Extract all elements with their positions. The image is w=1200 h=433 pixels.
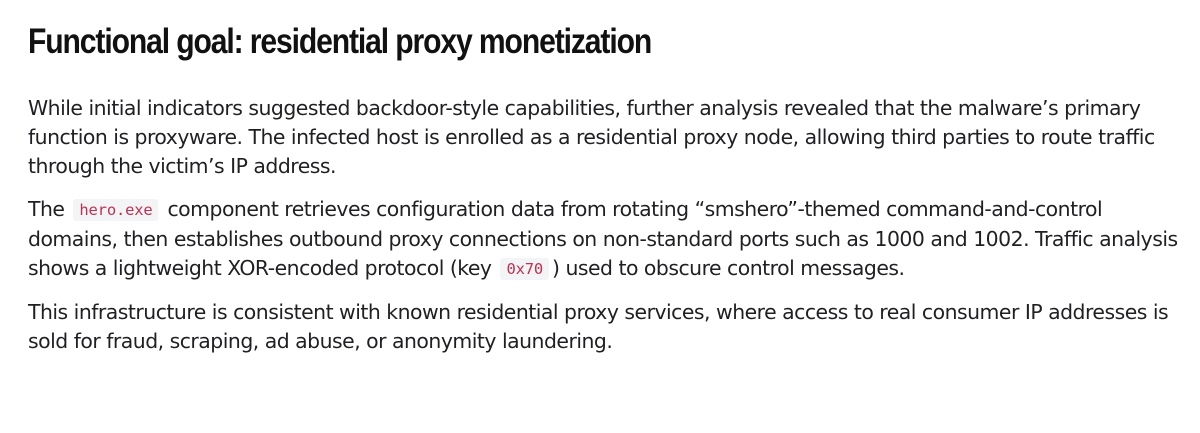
paragraph-infrastructure: This infrastructure is consistent with known residential proxy services, where access to real consumer IP addresses is sold for fraud, scraping, ad abuse, or anonymity laundering. (28, 300, 1169, 353)
paragraph-proxyware-summary: While initial indicators suggested backdoor-style capabilities, further analysis revealed that the malware’s primary function is proxyware. The infected host is enrolled as a residential proxy node, allowing third parties to route traffic through the victim’s IP address. (28, 96, 1155, 178)
inline-code-hero-exe: hero.exe (73, 199, 158, 221)
article-section (28, 14, 1196, 370)
section-heading: Functional goal: residential proxy monetization (28, 22, 652, 61)
paragraph-text: The (28, 197, 65, 221)
inline-code-xor-key: 0x70 (500, 258, 549, 280)
paragraph-text: ) used to obscure control messages. (552, 256, 905, 280)
paragraph-hero-exe-behavior (28, 195, 1196, 284)
paragraph-text: component retrieves configuration data from rotating “smshero”-themed command-and-control domains, then establishes outbound proxy connections on non-standard ports such as 1000 and 1002. Traffic analysis shows a lightweight XOR-encoded protocol (key (28, 197, 1178, 280)
